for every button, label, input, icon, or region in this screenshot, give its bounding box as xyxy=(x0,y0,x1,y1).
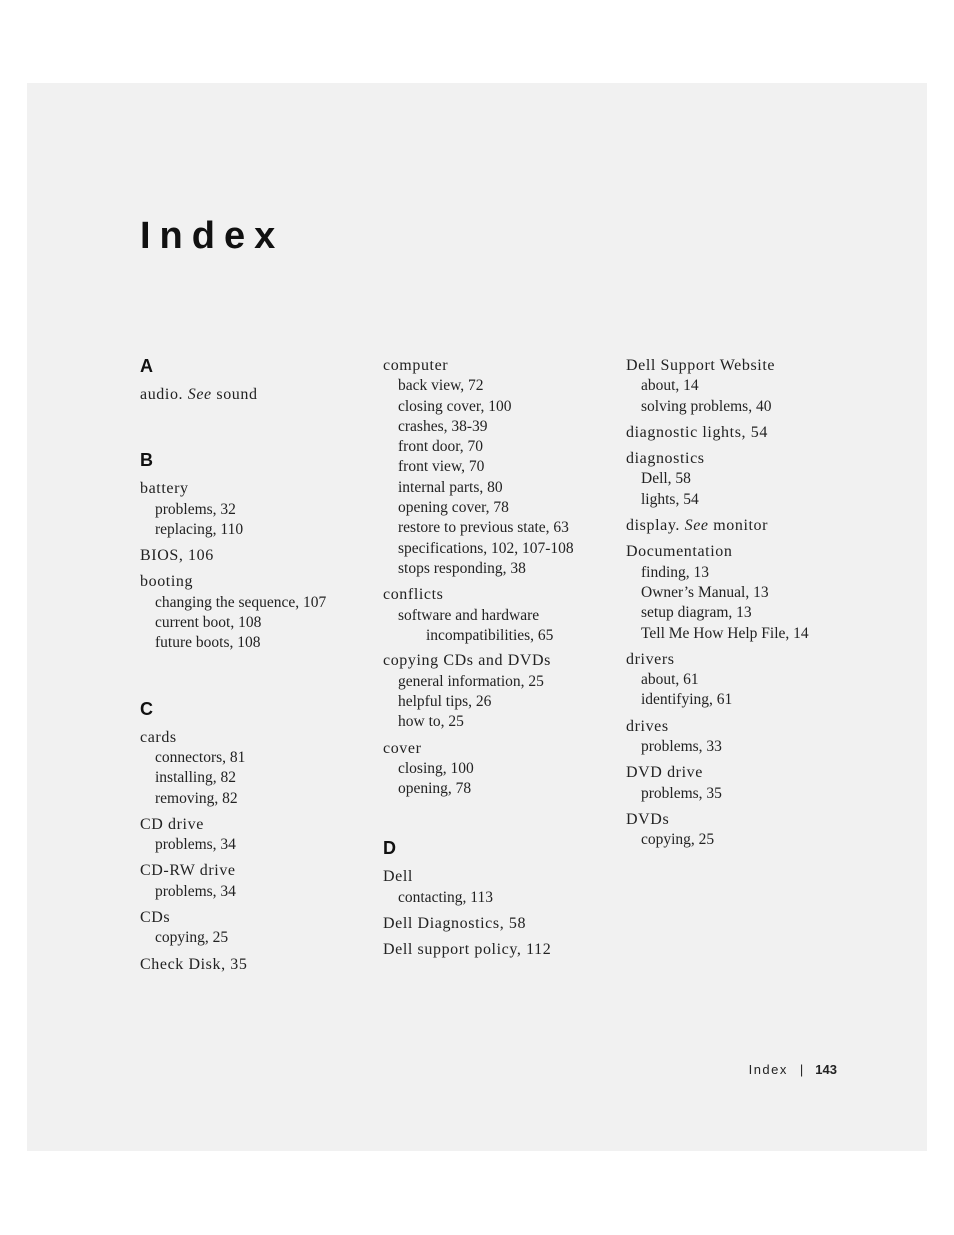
entry-subterm: identifying, 61 xyxy=(641,691,733,709)
index-entry-diagnostics xyxy=(626,449,886,510)
index-entry-dvds xyxy=(626,810,886,851)
index-section-a xyxy=(140,356,370,405)
entry-subterm: general information, 25 xyxy=(398,672,544,690)
entry-term: Dell Support Website xyxy=(626,357,776,374)
entry-subterm: problems, 33 xyxy=(641,738,722,756)
entry-term: drivers xyxy=(626,650,675,668)
index-entry-cd-rw-drive xyxy=(140,861,370,902)
entry-term: conflicts xyxy=(383,586,444,604)
section-letter-a: A xyxy=(140,356,153,376)
entry-subterm: specifications, 102, 107-108 xyxy=(398,539,574,557)
entry-subterm: problems, 35 xyxy=(641,784,722,802)
index-entry-bios xyxy=(140,546,370,566)
index-entry-dvd-drive xyxy=(626,763,886,804)
footer-separator: | xyxy=(799,1062,804,1077)
entry-subterm: how to, 25 xyxy=(398,713,464,731)
index-section-c xyxy=(140,699,370,975)
index-entry-cds xyxy=(140,908,370,949)
entry-subterm: lights, 54 xyxy=(641,490,699,508)
entry-subterm: crashes, 38-39 xyxy=(398,417,488,435)
index-entry-copying xyxy=(383,651,613,732)
entry-subterm: current boot, 108 xyxy=(155,614,262,632)
index-column-1 xyxy=(140,356,370,981)
entry-subterm: stops responding, 38 xyxy=(398,559,526,577)
index-entry-cover xyxy=(383,739,613,800)
entry-subterm: helpful tips, 26 xyxy=(398,692,492,710)
entry-subterm: connectors, 81 xyxy=(155,748,246,766)
entry-term: cover xyxy=(383,739,422,757)
entry-subterm: Owner’s Manual, 13 xyxy=(641,583,769,601)
index-section-b xyxy=(140,450,370,653)
entry-subterm: changing the sequence, 107 xyxy=(155,593,327,611)
page-title: Index xyxy=(140,215,285,257)
entry-term-audio: audio. xyxy=(140,386,188,403)
entry-subterm-continued: incompatibilities, 65 xyxy=(426,626,554,644)
entry-term: booting xyxy=(140,573,194,591)
entry-subterm: future boots, 108 xyxy=(155,634,261,652)
entry-term: computer xyxy=(383,357,449,374)
entry-subterm: setup diagram, 13 xyxy=(641,604,752,622)
entry-term: copying CDs and DVDs xyxy=(383,652,551,670)
entry-subterm: restore to previous state, 63 xyxy=(398,519,569,537)
page-footer xyxy=(749,1062,837,1077)
entry-subterm: closing cover, 100 xyxy=(398,397,512,415)
index-entry-dell-support-website xyxy=(626,356,886,417)
entry-subterm: front door, 70 xyxy=(398,438,484,456)
entry-subterm: Tell Me How Help File, 14 xyxy=(641,624,809,642)
entry-term: Dell xyxy=(383,868,413,886)
index-column-2 xyxy=(383,356,613,967)
index-entry-dell-support-policy xyxy=(383,940,613,960)
entry-term: diagnostics xyxy=(626,450,705,468)
entry-term: CDs xyxy=(140,909,171,927)
entry-term: Documentation xyxy=(626,543,733,561)
index-entry-booting xyxy=(140,572,370,653)
entry-subterm: problems, 34 xyxy=(155,882,236,900)
entry-subterm: problems, 32 xyxy=(155,500,236,518)
entry-term: CD-RW drive xyxy=(140,862,236,880)
entry-subterm: software and hardware xyxy=(398,606,540,624)
entry-subterm: Dell, 58 xyxy=(641,470,691,488)
entry-subterm: copying, 25 xyxy=(155,929,229,947)
index-entry-drivers xyxy=(626,650,886,711)
see-reference: See xyxy=(187,386,212,403)
entry-subterm: closing, 100 xyxy=(398,759,474,777)
entry-subterm: contacting, 113 xyxy=(398,888,493,906)
entry-subterm: installing, 82 xyxy=(155,769,236,787)
index-entry-conflicts xyxy=(383,585,613,645)
index-entry-dell xyxy=(383,867,613,908)
entry-subterm: finding, 13 xyxy=(641,563,710,581)
index-entry-display xyxy=(626,516,886,536)
entry-subterm: removing, 82 xyxy=(155,789,238,807)
entry-subterm: front view, 70 xyxy=(398,458,485,476)
entry-term: battery xyxy=(140,480,189,498)
entry-subterm: about, 61 xyxy=(641,671,699,689)
entry-term: DVDs xyxy=(626,810,670,828)
entry-term: CD drive xyxy=(140,815,204,833)
section-letter-c: C xyxy=(140,698,153,719)
entry-subterm: opening, 78 xyxy=(398,780,472,798)
entry-term: Dell Diagnostics, 58 xyxy=(383,915,527,933)
entry-subterm: problems, 34 xyxy=(155,836,236,854)
entry-term: Check Disk, 35 xyxy=(140,955,248,973)
section-letter-b: B xyxy=(140,450,153,471)
section-letter-d: D xyxy=(383,838,396,859)
see-reference: See xyxy=(684,517,709,535)
entry-subterm: solving problems, 40 xyxy=(641,397,772,415)
entry-term: DVD drive xyxy=(626,764,703,782)
entry-term: cards xyxy=(140,728,177,746)
index-entry-drives xyxy=(626,717,886,758)
entry-subterm: about, 14 xyxy=(641,377,699,395)
see-target-sound: sound xyxy=(211,386,258,403)
index-entry-cd-drive xyxy=(140,815,370,856)
entry-subterm: internal parts, 80 xyxy=(398,478,503,496)
entry-term: BIOS, 106 xyxy=(140,547,214,565)
entry-subterm: copying, 25 xyxy=(641,831,715,849)
index-entry-battery xyxy=(140,479,370,540)
index-entry-check-disk xyxy=(140,955,370,975)
index-entry-cards xyxy=(140,728,370,809)
entry-term: diagnostic lights, 54 xyxy=(626,423,768,441)
index-entry-dell-diagnostics xyxy=(383,914,613,934)
entry-term-display: display. xyxy=(626,517,685,535)
index-entry-diagnostic-lights xyxy=(626,423,886,443)
index-column-3 xyxy=(626,356,886,857)
index-entry-audio xyxy=(140,385,370,405)
index-entry-computer xyxy=(383,356,613,579)
entry-subterm: replacing, 110 xyxy=(155,520,244,538)
entry-subterm: back view, 72 xyxy=(398,377,484,395)
footer-label: Index xyxy=(748,1062,788,1077)
index-entry-documentation xyxy=(626,542,886,643)
entry-term: drives xyxy=(626,717,669,735)
index-section-d xyxy=(383,838,613,960)
see-target-monitor: monitor xyxy=(708,517,769,535)
page-number: 143 xyxy=(815,1062,837,1077)
entry-term: Dell support policy, 112 xyxy=(383,941,552,959)
entry-subterm: opening cover, 78 xyxy=(398,499,509,517)
